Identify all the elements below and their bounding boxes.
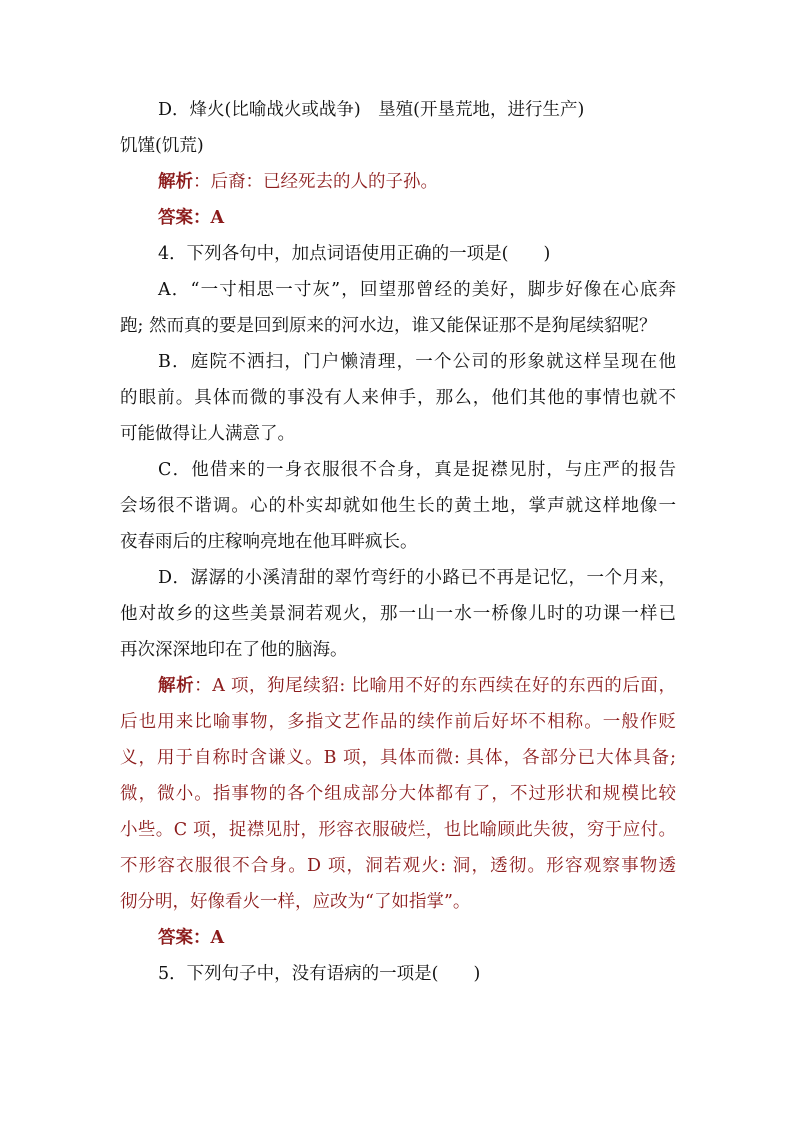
document-page bbox=[120, 92, 676, 992]
q3-explanation bbox=[120, 164, 676, 200]
q4-explanation-line3: 义，用于自称时含谦义。B 项，具体而微: 具体，各部分已大体具备; bbox=[120, 748, 676, 768]
explanation-label: 解析 bbox=[158, 172, 193, 192]
q4-option-d-line2: 他对故乡的这些美景洞若观火，那一山一水一桥像儿时的功课一样已 bbox=[120, 604, 676, 624]
q4-option-b-line1: B．庭院不洒扫，门户懒清理，一个公司的形象就这样呈现在他 bbox=[158, 352, 676, 372]
answer-value: ：A bbox=[193, 928, 225, 948]
explanation-text: ：A 项，狗尾续貂: 比喻用不好的东西续在好的东西的后面， bbox=[194, 676, 676, 696]
q4-explanation-line2: 后也用来比喻事物，多指文艺作品的续作前后好坏不相称。一般作贬 bbox=[120, 712, 676, 732]
q4-explanation-line4: 微，微小。指事物的各个组成部分大体都有了，不过形状和规模比较 bbox=[120, 784, 676, 804]
q3-answer bbox=[120, 200, 676, 236]
q4-option-b-line2: 的眼前。具体而微的事没有人来伸手，那么，他们其他的事情也就不 bbox=[120, 388, 676, 408]
q5-stem: 5．下列句子中，没有语病的一项是( ) bbox=[158, 964, 481, 984]
q4-option-c-line2: 会场很不谐调。心的朴实却就如他生长的黄土地，掌声就这样地像一 bbox=[120, 496, 676, 516]
explanation-text: ：后裔：已经死去的人的子孙。 bbox=[193, 172, 438, 192]
q4-option-c-line1: C．他借来的一身衣服很不合身，真是捉襟见肘，与庄严的报告 bbox=[158, 460, 676, 480]
q4-explanation-line5: 小些。C 项，捉襟见肘，形容衣服破烂，也比喻顾此失彼，穷于应付。 bbox=[120, 820, 676, 840]
q4-explanation-line7: 彻分明，好像看火一样，应改为“了如指掌”。 bbox=[120, 892, 471, 912]
q3-option-d-line1: D．烽火(比喻战火或战争) 垦殖(开垦荒地，进行生产) bbox=[158, 100, 585, 120]
explanation-label: 解析 bbox=[158, 676, 195, 696]
q4-option-d-line1: D．潺潺的小溪清甜的翠竹弯纡的小路已不再是记忆，一个月来， bbox=[158, 568, 676, 588]
q4-option-c-line3: 夜春雨后的庄稼响亮地在他耳畔疯长。 bbox=[120, 532, 418, 552]
answer-label: 答案 bbox=[158, 208, 193, 228]
answer-label: 答案 bbox=[158, 928, 193, 948]
q3-option-d-line2: 饥馑(饥荒) bbox=[120, 136, 204, 156]
answer-value: ：A bbox=[193, 208, 225, 228]
q4-option-d-line3: 再次深深地印在了他的脑海。 bbox=[120, 640, 348, 660]
q4-option-b-line3: 可能做得让人满意了。 bbox=[120, 424, 295, 444]
q4-option-a-line1: A．“一寸相思一寸灰”，回望那曾经的美好，脚步好像在心底奔 bbox=[158, 280, 676, 300]
q4-explanation-line6: 不形容衣服很不合身。D 项，洞若观火: 洞，透彻。形容观察事物透 bbox=[120, 856, 676, 876]
q4-stem: 4．下列各句中，加点词语使用正确的一项是( ) bbox=[158, 244, 551, 264]
q4-answer bbox=[120, 920, 676, 956]
q4-explanation-line1 bbox=[120, 668, 676, 704]
q4-option-a-line2: 跑; 然而真的要是回到原来的河水边，谁又能保证那不是狗尾续貂呢？ bbox=[120, 316, 657, 336]
